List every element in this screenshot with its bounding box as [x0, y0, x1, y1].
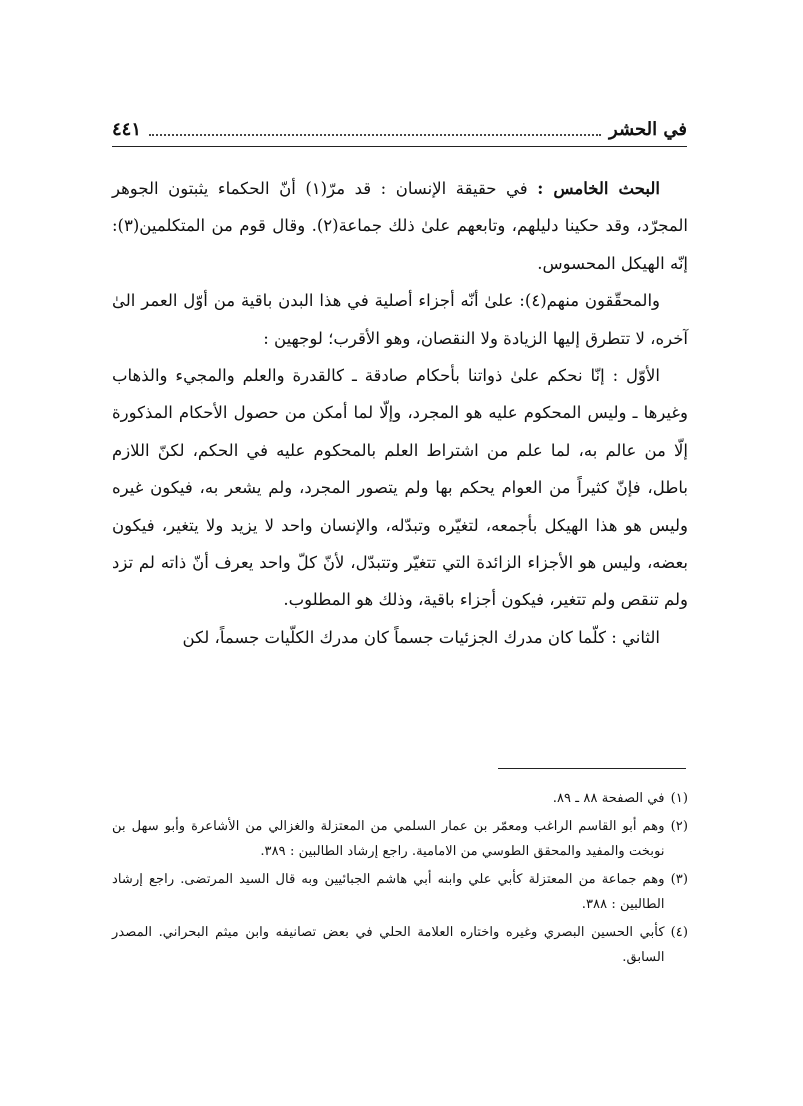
footnote-number: (٤) — [670, 925, 688, 940]
footnote — [112, 867, 688, 917]
footnote-number: (١) — [670, 791, 688, 806]
paragraph — [112, 619, 688, 656]
body-text — [112, 170, 688, 656]
paragraph-text: في حقيقة الإنسان : قد مرّ(١) أنّ الحكماء يثبتون الجوهر المجرّد، وقد حكينا دليلهم، وتابعهم علىٰ ذلك جماعة(٢). وقال قوم من المتكلمين(٣): إنّه الهيكل المحسوس. — [112, 179, 688, 273]
leader-dots — [149, 120, 601, 136]
paragraph-text: الثاني : كلّما كان مدرك الجزئيات جسماً كان مدرك الكلّيات جسماً، لكن — [182, 627, 660, 647]
footnote-separator — [498, 768, 686, 769]
footnote-number: (٢) — [670, 819, 688, 834]
paragraph-text: والمحقّقون منهم(٤): علىٰ أنّه أجزاء أصلية في هذا البدن باقية من أوّل العمر الىٰ آخره، لا تتطرق إليها الزيادة ولا النقصان، وهو الأقرب؛ لوجهين : — [112, 291, 688, 348]
footnotes — [112, 786, 688, 973]
section-title: في الحشر — [609, 119, 687, 140]
footnote — [112, 786, 688, 811]
paragraph — [112, 282, 688, 357]
footnote-text: وهم جماعة من المعتزلة كأبي علي وابنه أبي هاشم الجبائيين وبه قال السيد المرتضى. راجع إرشاد الطالبين : ٣٨٨. — [112, 872, 665, 912]
footnote — [112, 814, 688, 864]
running-header — [112, 112, 687, 147]
paragraph — [112, 357, 688, 619]
page-number: ٤٤١ — [112, 119, 142, 140]
footnote-number: (٣) — [670, 872, 688, 887]
footnote-text: في الصفحة ٨٨ ـ ٨٩. — [552, 791, 665, 806]
footnote-text: وهم أبو القاسم الراغب ومعمّر بن عمار السلمي من المعتزلة والغزالي من الأشاعرة وأبو سهل بن نوبخت والمفيد والمحقق الطوسي من الامامية. راجع إرشاد الطالبين : ٣٨٩. — [112, 819, 665, 859]
footnote-text: كأبي الحسين البصري وغيره واختاره العلامة الحلي في بعض تصانيفه وابن ميثم البحراني. المصدر السابق. — [112, 925, 665, 965]
paragraph-text: الأوّل : إنّا نحكم علىٰ ذواتنا بأحكام صادقة ـ كالقدرة والعلم والمجيء والذهاب وغيرها ـ وليس المحكوم عليه هو المجرد، وإلّا لما أمكن من حصول الأحكام المذكورة إلّا من عالم به، لما علم من اشتراط العلم بالمحكوم عليه في الحكم، لكنّ اللازم باطل، فإنّ كثيراً من العوام يحكم بها ولم يتصور المجرد، ولم يشعر به، فيكون غيره وليس هو هذا الهيكل بأجمعه، لتغيّره وتبدّله، والإنسان واحد لا يزيد ولا يتغير، فيكون بعضه، وليس هو الأجزاء الزائدة التي تتغيّر وتتبدّل، لأنّ كلّ واحد يعرف أنّ ذاته لم تزد ولم تنقص ولم تتغير، فيكون أجزاء باقية، وذلك هو المطلوب. — [112, 366, 688, 610]
paragraph-lead: البحث الخامس : — [537, 179, 661, 198]
footnote — [112, 920, 688, 970]
paragraph — [112, 170, 688, 282]
